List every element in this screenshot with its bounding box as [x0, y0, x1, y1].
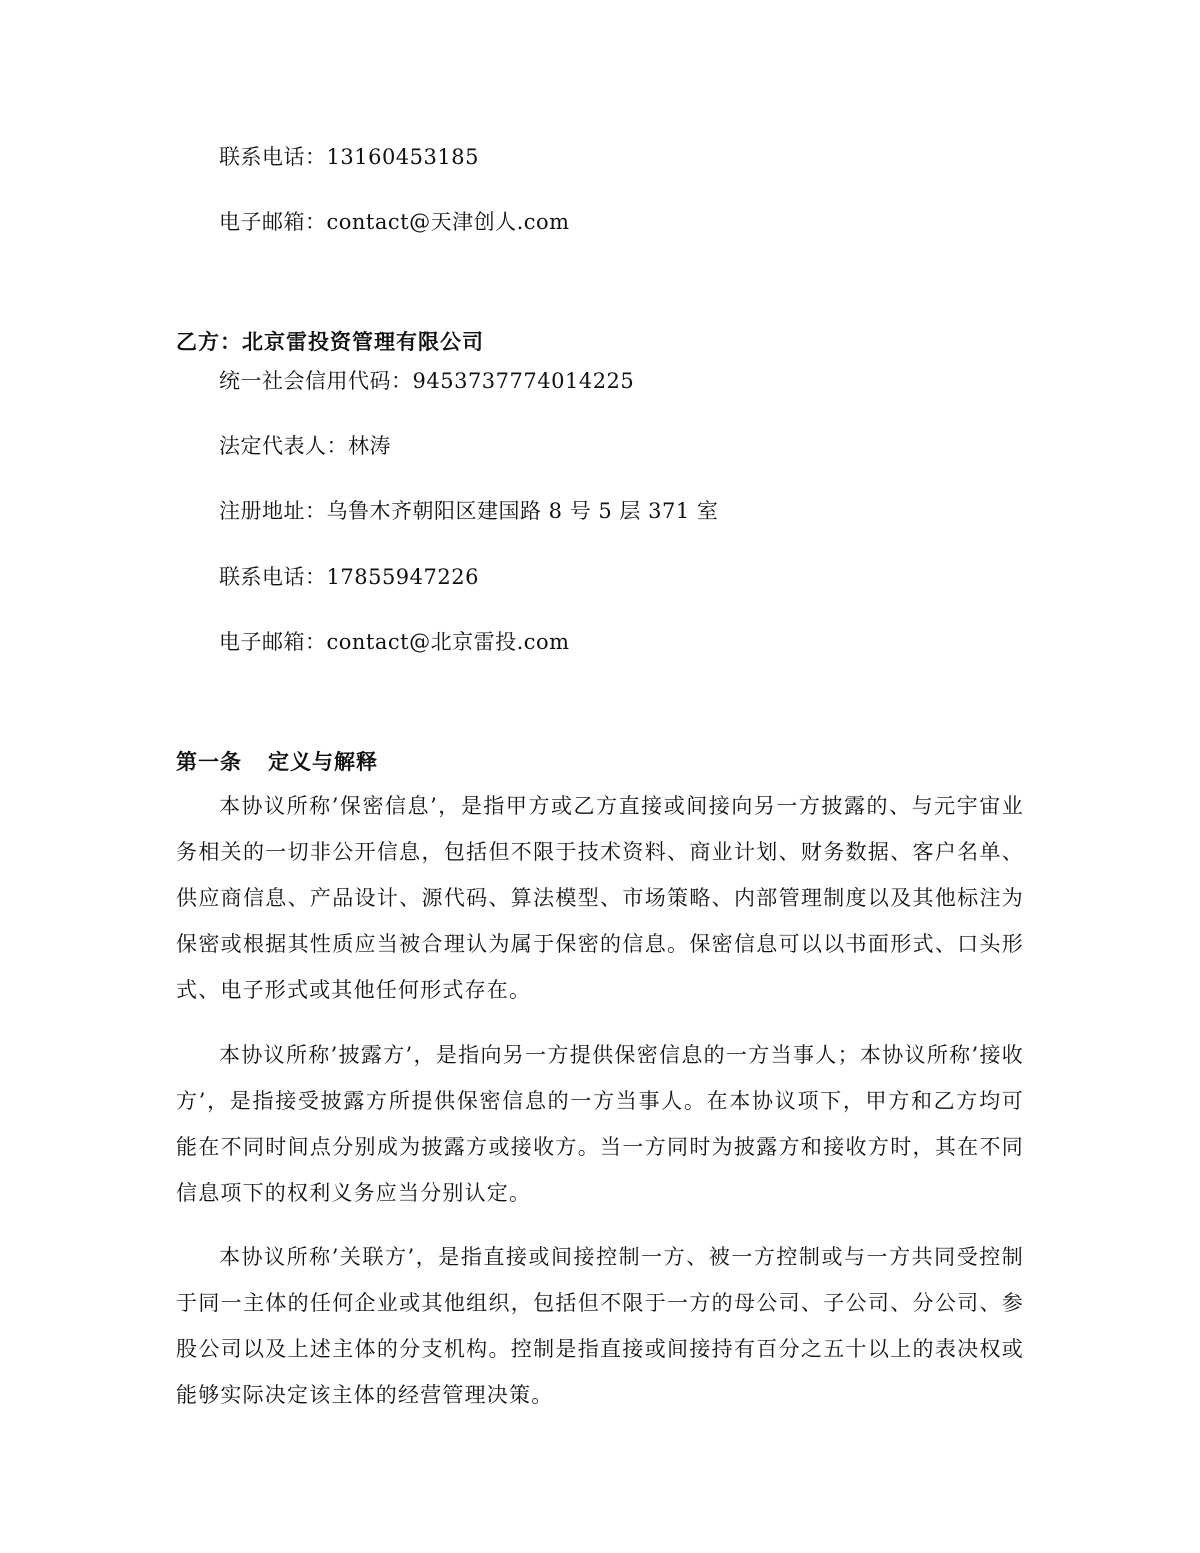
- definition-paragraph-affiliates: 本协议所称’关联方’，是指直接或间接控制一方、被一方控制或与一方共同受控制于同一主体的任何企业或其他组织，包括但不限于一方的母公司、子公司、分公司、参股公司以及上述主体的分支机构。控制是指直接或间接持有百分之五十以上的表决权或能够实际决定该主体的经营管理决策。: [176, 1245, 1024, 1407]
- party-b-address: 注册地址：乌鲁木齐朝阳区建国路 8 号 5 层 371 室: [219, 499, 719, 523]
- party-b-legal-rep: 法定代表人：林涛: [219, 434, 391, 458]
- article-number: 第一条: [176, 750, 242, 774]
- definition-paragraph-confidential: 本协议所称’保密信息’，是指甲方或乙方直接或间接向另一方披露的、与元宇宙业务相关的一切非公开信息，包括但不限于技术资料、商业计划、财务数据、客户名单、供应商信息、产品设计、源代码、算法模型、市场策略、内部管理制度以及其他标注为保密或根据其性质应当被合理认为属于保密的信息。保密信息可以以书面形式、口头形式、电子形式或其他任何形式存在。: [176, 794, 1024, 1002]
- article-title: 定义与解释: [268, 750, 378, 774]
- party-b-email: 电子邮箱：contact@北京雷投.com: [219, 630, 570, 654]
- definition-paragraph-parties: 本协议所称’披露方’，是指向另一方提供保密信息的一方当事人；本协议所称’接收方’，是指接受披露方所提供保密信息的一方当事人。在本协议项下，甲方和乙方均可能在不同时间点分别成为披露方或接收方。当一方同时为披露方和接收方时，其在不同信息项下的权利义务应当分别认定。: [176, 1043, 1024, 1205]
- party-b-credit-code: 统一社会信用代码：9453737774014225: [219, 369, 635, 393]
- article-heading: [176, 747, 378, 777]
- party-a-email: 电子邮箱：contact@天津创人.com: [219, 210, 570, 234]
- party-b-heading: 乙方：北京雷投资管理有限公司: [176, 330, 484, 354]
- party-a-phone: 联系电话：13160453185: [219, 145, 479, 169]
- party-b-phone: 联系电话：17855947226: [219, 565, 479, 589]
